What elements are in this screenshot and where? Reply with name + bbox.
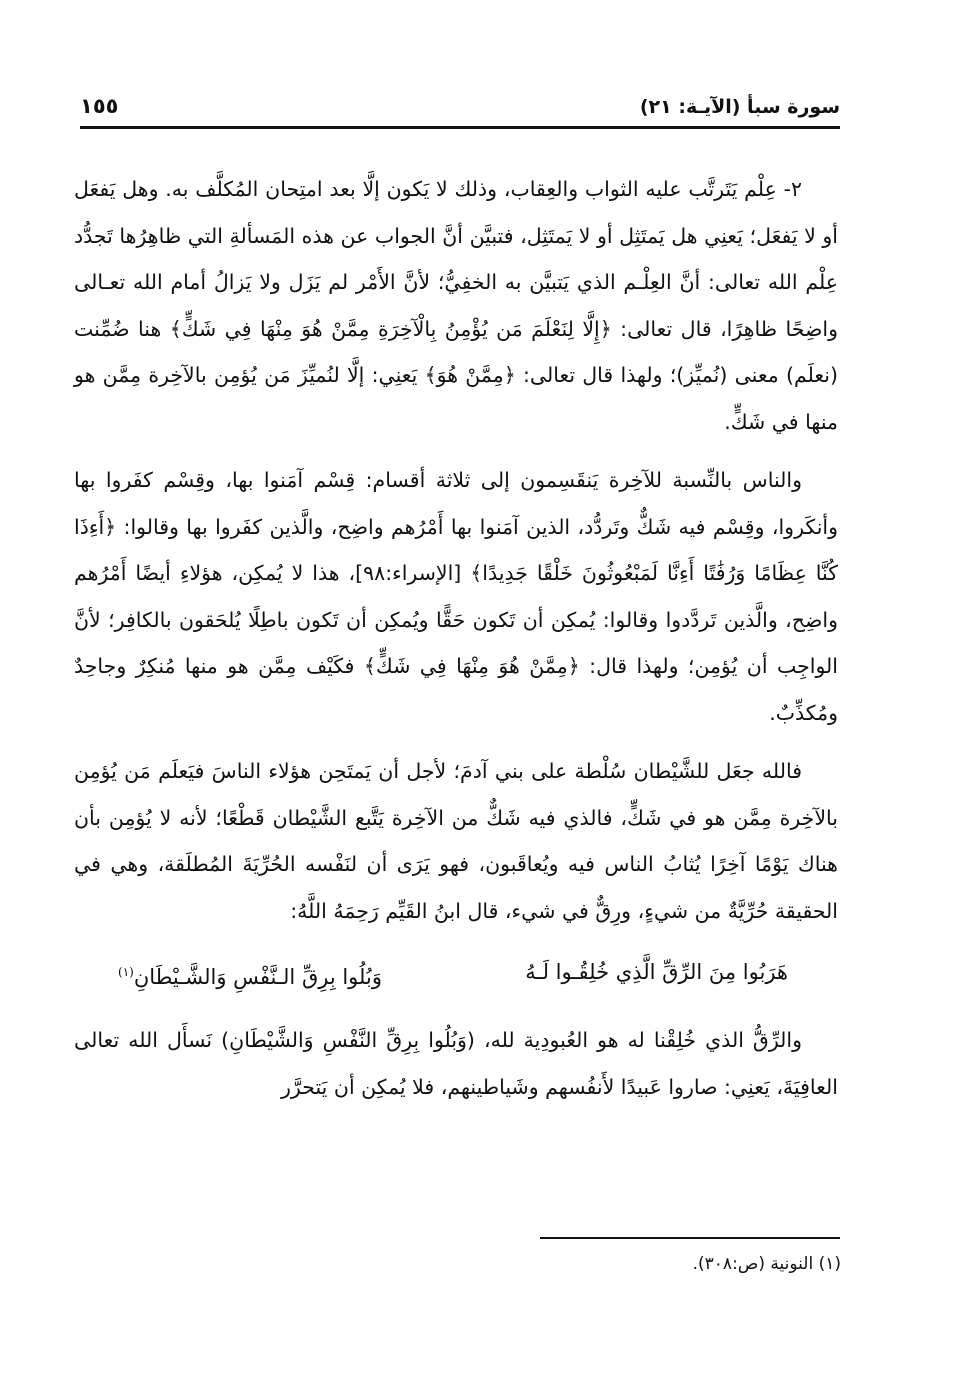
verse-second-hemistich-text: وَبُلُوا بِرِقِّ الـنَّفْسِ وَالشَّـيْطَانِ bbox=[133, 965, 382, 989]
page-number: ١٥٥ bbox=[80, 94, 119, 118]
paragraph-3: فالله جعَل للشَّيْطان سُلْطة على بني آدمَ؛ لأجل أن يَمتَحِن هؤلاء الناسَ فيَعلَم مَن يُؤمِن بالآخِرة مِمَّن هو في شَكٍّ، فالذي فيه شَكٌّ من الآخِرة يَتَّبع الشَّيْطان قَطْعًا؛ لأنه لا يُؤمِن بأن هناك يَوْمًا آخِرًا يُثابُ الناس فيه ويُعاقَبون، فهو يَرَى أن لنَفْسه الحُرِّيَةَ المُطلَقة، وهي في الحقيقة حُرِّيَّةٌ من شيءٍ، ورِقٌّ في شيء، قال ابنُ القَيِّم رَحِمَهُ اللَّهُ: bbox=[74, 759, 838, 923]
footnote-divider bbox=[540, 1237, 840, 1239]
poetry-verse bbox=[74, 946, 838, 1003]
header-divider bbox=[80, 126, 840, 129]
paragraph-2: والناس بالنِّسبة للآخِرة يَنقَسِمون إلى ثلاثة أقسام: قِسْم آمَنوا بها، وقِسْم كفَروا بها وأنكَروا، وقِسْم فيه شَكٌّ وتَردُّد، الذين آمَنوا بها أَمْرُهم واضِح، والَّذين كفَروا بها وقالوا: ﴿أَءِذَا كُنَّا عِظَامًا وَرُفَٰتًا أَءِنَّا لَمَبْعُوثُونَ خَلْقًا جَدِيدًا﴾ [الإسراء:٩٨]، هذا لا يُمكِن، هؤلاءِ أيضًا أَمْرُهم واضِح، والَّذين تَردَّدوا وقالوا: يُمكِن أن تَكون حَقًّا ويُمكِن أن تَكون باطِلًا يُلحَقون بالكافِر؛ لأنَّ الواجِب أن يُؤمِن؛ ولهذا قال: ﴿مِمَّنْ هُوَ مِنْهَا فِي شَكٍّ﴾ فكَيْف مِمَّن هو منها مُنكِرٌ وجاحِدٌ ومُكذِّبٌ. bbox=[74, 468, 838, 725]
running-title: سورة سبأ (الآيـة: ٢١) bbox=[639, 96, 840, 118]
closing-paragraph: والرِّقُّ الذي خُلِقْنا له هو العُبودِية لله، (وَبُلُوا بِرِقِّ النَّفْسِ وَالشَّيْطَانِ) نَسأَل الله تعالى العافِيَةَ، يَعنِي: صاروا عَبيدًا لأَنفُسهم وشَياطينهم، فلا يُمكِن أن يَتحرَّر bbox=[74, 1028, 838, 1099]
verse-second-hemistich bbox=[118, 946, 382, 1003]
verse-first-hemistich: هَرَبُوا مِنَ الرِّقِّ الَّذِي خُلِقُـوا لَـهُ bbox=[525, 960, 788, 984]
footnote-marker: (١) bbox=[118, 965, 134, 979]
main-text bbox=[74, 166, 838, 1122]
paragraph-1: ٢- عِلْم يَتَرتَّب عليه الثواب والعِقاب، وذلك لا يَكون إلَّا بعد امتِحان المُكلَّف به. وهل يَفعَل أو لا يَفعَل؛ يَعنِي هل يَمتَثِل أو لا يَمتَثِل، فتبيَّن أنَّ الجواب عن هذه المَسألةِ التي ظاهِرُها تَجدُّد عِلْم الله تعالى: أنَّ العِلْـم الذي يَتبيَّن به الخفِيُّ؛ لأنَّ الأَمْر لم يَزَل ولا يَزالُ أمام الله تعـالى واضِحًا ظاهِرًا، قال تعالى: ﴿إِلَّا لِنَعْلَمَ مَن يُؤْمِنُ بِالْآخِرَةِ مِمَّنْ هُوَ مِنْهَا فِي شَكٍّ﴾ هنا ضُمِّنت (نعلَم) معنى (نُميِّز)؛ ولهذا قال تعالى: ﴿مِمَّنْ هُوَ﴾ يَعنِي: إلَّا لنُميِّزَ مَن يُؤمِن بالآخِرة مِمَّن هو منها في شَكٍّ. bbox=[74, 177, 838, 434]
footnote: (١) النونية (ص:٣٠٨). bbox=[692, 1254, 841, 1274]
